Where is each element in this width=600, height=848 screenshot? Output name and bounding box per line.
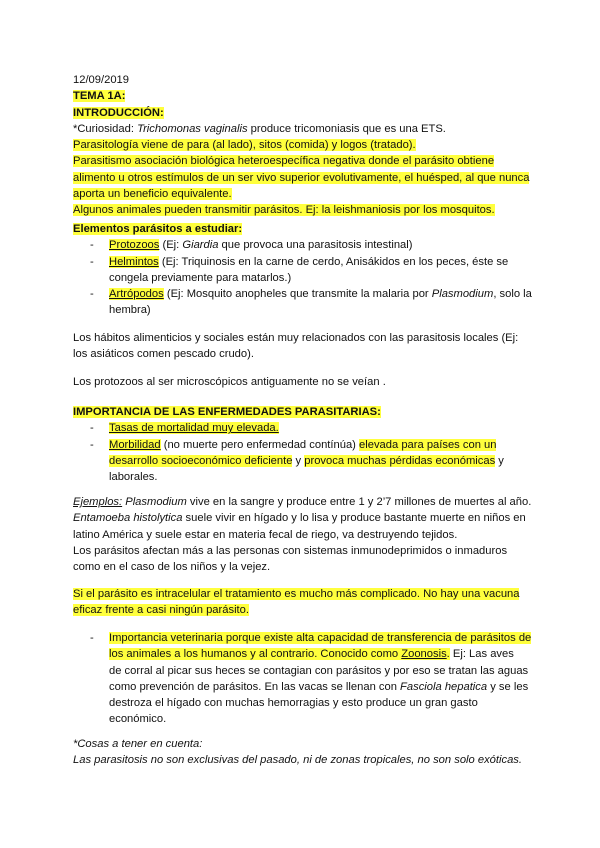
species-trichomonas: Trichomonas vaginalis — [137, 122, 248, 135]
elementos-heading: Elementos parásitos a estudiar: — [73, 223, 243, 235]
date: 12/09/2019 — [73, 74, 129, 86]
list-item-veterinaria: - Importancia veterinaria porque existe alta capacidad de transferencia de parásitos de los animales a los humanos y al contrario. Conocido como Zoonosis. Ej: Las aves de corral al picar sus heces se contagian con parásitos y por eso se tratan las aguas como prevención de parásitos. En las vacas se llenan con Fasciola hepatica y se les destroza el hígado con muchas hemorragias y esto produce un gran gasto económico. — [73, 630, 543, 728]
list-item-tasas: - Tasas de mortalidad muy elevada. — [73, 420, 543, 436]
parasitismo-line-3: aporta un beneficio equivalente. — [73, 188, 232, 201]
intro-heading: INTRODUCCIÓN: — [73, 106, 164, 119]
elementos-section — [73, 221, 543, 319]
ejemplos-paragraph: Ejemplos: Plasmodium vive en la sangre y produce entre 1 y 2’7 millones de muertes al año. Entamoeba histolytica suele vivir en hígado y lo lisa y produce bastante muerte en niños en latino América y suele estar en materia fecal de riego, va destruyendo tejidos. Los parásitos afectan más a las personas con sistemas inmunodeprimidos o inmaduros como en el caso de los niños y la vejez. — [73, 496, 532, 574]
list-item-helmintos: - Helmintos (Ej: Triquinosis en la carne de cerdo, Anisákidos en los peces, éste se congela previamente para matarlos.) — [73, 254, 543, 287]
habitos-paragraph: Los hábitos alimenticios y sociales están muy relacionados con las parasitosis locales (Ej: los asiáticos comen pescado crudo). — [73, 332, 519, 361]
ejemplos-label: Ejemplos: — [73, 496, 123, 508]
etimologia-line: Parasitología viene de para (al lado), sitos (comida) y logos (tratado). — [73, 139, 416, 152]
animales-line: Algunos animales pueden transmitir parásitos. Ej: la leishmaniosis por los mosquitos. — [73, 204, 495, 217]
cosas-heading: *Cosas a tener en cuenta: — [73, 738, 203, 750]
parasitismo-line-1: Parasitismo asociación biológica heteroespecífica negativa donde el parásito obtiene — [73, 155, 495, 168]
parasitismo-line-2: alimento u otros estímulos de un ser vivo superior evolutivamente, el huésped, al que nunca — [73, 171, 530, 184]
veterinaria-section — [73, 630, 543, 728]
veterinaria-list — [73, 630, 543, 728]
list-item-morbilidad: - Morbilidad (no muerte pero enfermedad contínúa) elevada para países con un desarrollo socioeconómico deficiente y provoca muchas pérdidas económicas y laborales. — [73, 437, 543, 486]
intracelular-paragraph: Si el parásito es intracelular el tratamiento es mucho más complicado. No hay una vacuna eficaz frente a casi ningún parásito. — [73, 588, 520, 617]
importancia-list — [73, 420, 543, 485]
tema-title: TEMA 1A: — [73, 90, 126, 103]
elementos-list — [73, 237, 543, 318]
protozoos-micro-paragraph: Los protozoos al ser microscópicos antiguamente no se veían . — [73, 376, 386, 388]
cosas-note — [73, 736, 543, 769]
cosas-text: Las parasitosis no son exclusivas del pasado, ni de zonas tropicales, no son solo exóticas. — [73, 754, 523, 767]
intro-section — [73, 72, 543, 219]
importancia-heading: IMPORTANCIA DE LAS ENFERMEDADES PARASITARIAS: — [73, 406, 381, 418]
curiosidad-line: *Curiosidad: Trichomonas vaginalis produce tricomoniasis que es una ETS. — [73, 122, 446, 135]
list-item-protozoos: - Protozoos (Ej: Giardia que provoca una parasitosis intestinal) — [73, 237, 543, 253]
list-item-artropodos: - Artrópodos (Ej: Mosquito anopheles que transmite la malaria por Plasmodium, solo la hembra) — [73, 286, 543, 319]
importancia-section — [73, 404, 543, 485]
